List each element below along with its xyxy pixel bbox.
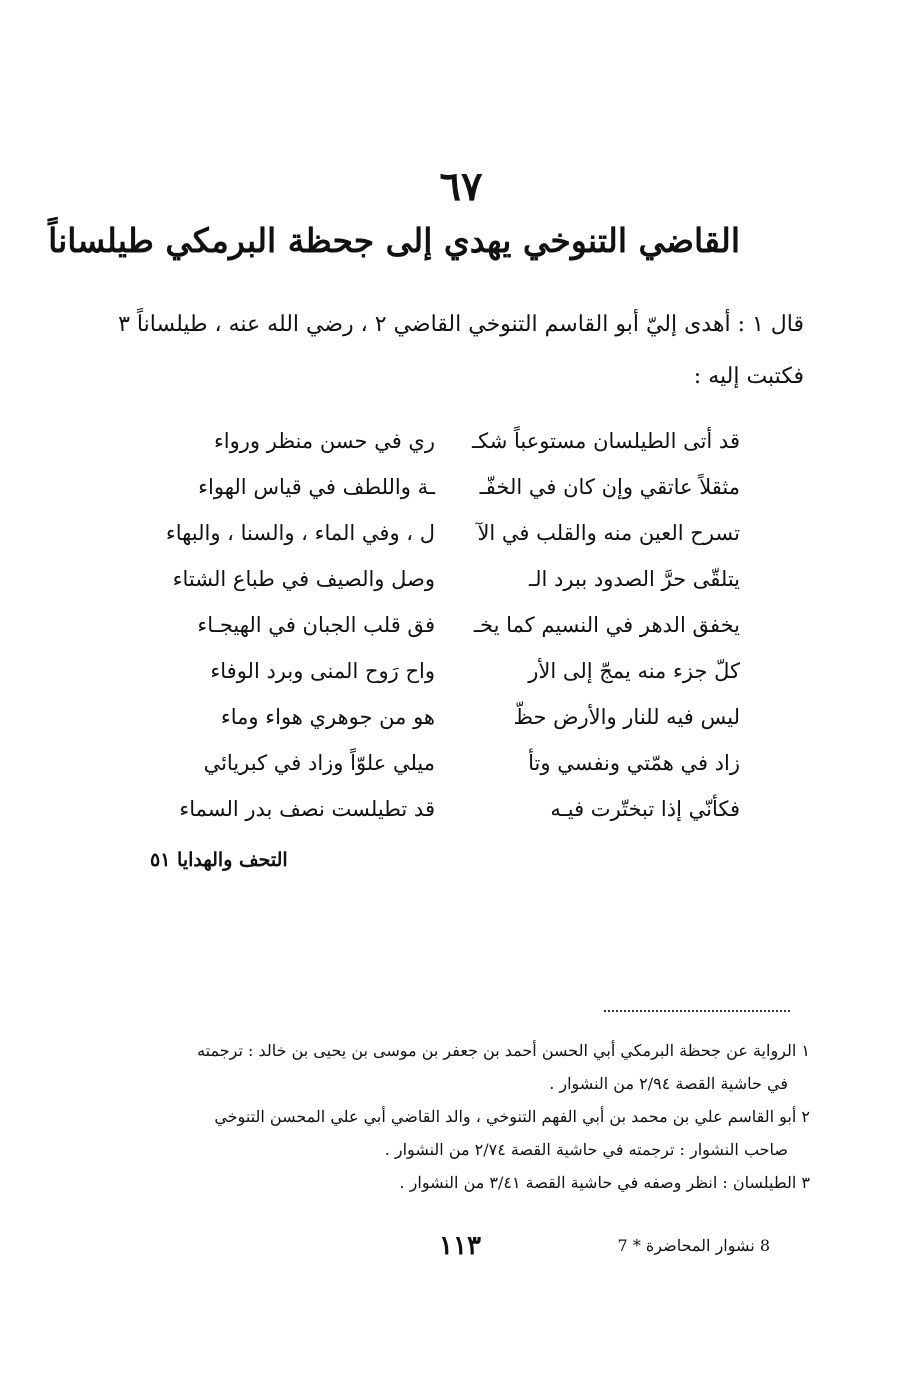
- verse-second-hemistich: واح رَوح المنى وبرد الوفاء: [210, 659, 435, 683]
- poem-verse: [160, 556, 740, 602]
- verse-second-hemistich: هو من جوهري هواء وماء: [220, 705, 435, 729]
- footnote-line: صاحب النشوار : ترجمته في حاشية القصة ٢/٧٤ من النشوار .: [384, 1140, 788, 1159]
- poem-verse: [160, 602, 740, 648]
- printer-signature: 8 نشوار المحاضرة * 7: [617, 1236, 770, 1255]
- footnote-line: ٢ أبو القاسم علي بن محمد بن أبي الفهم التنوخي ، والد القاضي أبي علي المحسن التنوخي: [214, 1107, 810, 1126]
- poem-verse: [160, 510, 740, 556]
- chapter-title: القاضي التنوخي يهدي إلى جحظة البرمكي طيلساناً: [48, 221, 740, 260]
- poem-verse: [160, 740, 740, 786]
- verse-first-hemistich: يخفق الدهر في النسيم كما يخـ: [473, 613, 740, 637]
- footnote-line: ١ الرواية عن جحظة البرمكي أبي الحسن أحمد بن جعفر بن موسى بن يحيى بن خالد : ترجمته: [197, 1041, 810, 1060]
- poem: [160, 418, 740, 832]
- poem-verse: [160, 786, 740, 832]
- verse-second-hemistich: ل ، وفي الماء ، والسنا ، والبهاء: [165, 521, 435, 545]
- source-citation: التحف والهدايا ٥١: [150, 849, 288, 871]
- footnote-line: في حاشية القصة ٢/٩٤ من النشوار .: [549, 1074, 788, 1093]
- poem-verse: [160, 694, 740, 740]
- poem-verse: [160, 648, 740, 694]
- verse-second-hemistich: قد تطيلست نصف بدر السماء: [179, 797, 435, 821]
- verse-first-hemistich: مثقلاً عاتقي وإن كان في الخفّـ: [479, 475, 740, 499]
- verse-first-hemistich: قد أتى الطيلسان مستوعباً شكـ: [471, 429, 740, 453]
- footnotes: [110, 1034, 810, 1199]
- verse-first-hemistich: فكأنّي إذا تبختّرت فيـه: [550, 797, 740, 821]
- verse-first-hemistich: ليس فيه للنار والأرض حظّ: [513, 705, 740, 729]
- intro-line: فكتبت إليه :: [693, 364, 804, 389]
- verse-second-hemistich: ري في حسن منظر ورواء: [213, 429, 435, 453]
- poem-verse: [160, 464, 740, 510]
- verse-second-hemistich: وصل والصيف في طباع الشتاء: [172, 567, 435, 591]
- poem-verse: [160, 418, 740, 464]
- verse-second-hemistich: فق قلب الجبان في الهيجـاء: [197, 613, 435, 637]
- verse-first-hemistich: يتلقّى حرَّ الصدود ببرد الـ: [529, 567, 740, 591]
- verse-first-hemistich: كلّ جزء منه يمجّ إلى الأر: [528, 659, 740, 683]
- footnote-line: ٣ الطيلسان : انظر وصفه في حاشية القصة ٣/٤١ من النشوار .: [399, 1173, 810, 1192]
- page-number: ١١٣: [439, 1231, 481, 1261]
- verse-second-hemistich: ـة واللطف في قياس الهواء: [198, 475, 435, 499]
- verse-second-hemistich: ميلي علوّاً وزاد في كبريائي: [203, 751, 435, 775]
- verse-first-hemistich: تسرح العين منه والقلب في الآ: [477, 521, 740, 545]
- chapter-number: ٦٧: [439, 163, 483, 210]
- intro-line: قال ١ : أهدى إليّ أبو القاسم التنوخي القاضي ٢ ، رضي الله عنه ، طيلساناً ٣: [118, 312, 804, 337]
- verse-first-hemistich: زاد في همّتي ونفسي وتأ: [528, 751, 740, 775]
- footnote-divider: [604, 1010, 790, 1012]
